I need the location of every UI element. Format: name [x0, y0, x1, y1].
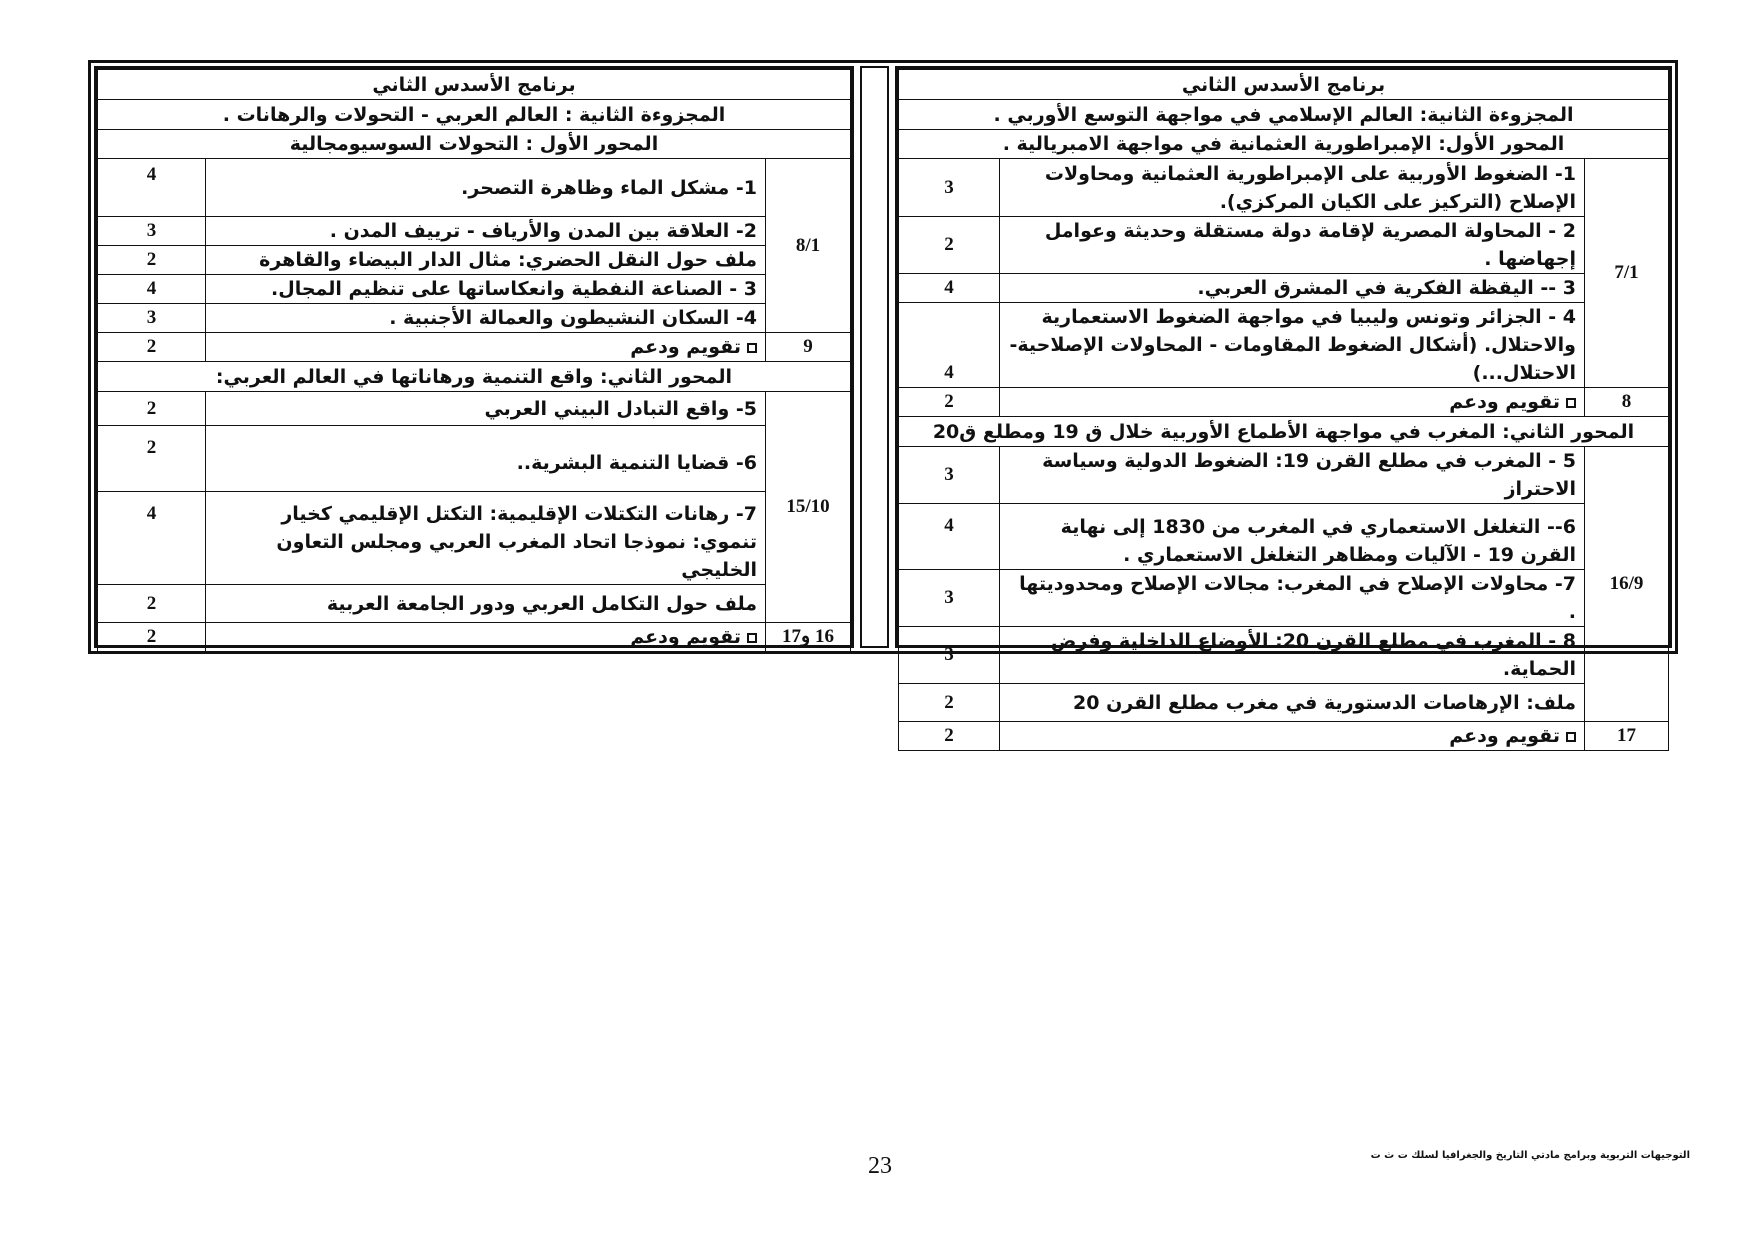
lesson-hours: 3	[899, 159, 1000, 217]
lesson-hours: 2	[98, 392, 206, 426]
lesson-title: 5 - المغرب في مطلع القرن 19: الضغوط الدولية وسياسة الاحتراز	[1000, 447, 1585, 504]
axis-title: المحور الثاني: المغرب في مواجهة الأطماع الأوربية خلال ق 19 ومطلع ق20	[899, 417, 1669, 447]
module-title: المجزوءة الثانية: العالم الإسلامي في مواجهة التوسع الأوربي .	[899, 100, 1669, 130]
lesson-hours: 2	[98, 585, 206, 623]
lesson-title: 2- العلاقة بين المدن والأرياف - ترييف المدن .	[206, 217, 766, 246]
axis-title: المحور الأول: الإمبراطورية العثمانية في مواجهة الامبريالية .	[899, 130, 1669, 159]
program-title: برنامج الأسدس الثاني	[98, 70, 851, 100]
lesson-title: 3 -- اليقظة الفكرية في المشرق العربي.	[1000, 274, 1585, 303]
square-bullet-icon	[747, 633, 757, 643]
lesson-hours: 4	[98, 492, 206, 585]
lesson-title: 5- واقع التبادل البيني العربي	[206, 392, 766, 426]
eval-week: 16 و17	[766, 623, 851, 652]
left-program-table	[97, 69, 851, 652]
center-divider	[860, 66, 889, 648]
week-range: 16/9	[1585, 447, 1669, 722]
lesson-title: 1- الضغوط الأوربية على الإمبراطورية العثمانية ومحاولات الإصلاح (التركيز على الكيان المركزي).	[1000, 159, 1585, 217]
week-range: 7/1	[1585, 159, 1669, 388]
eval-hours: 2	[899, 388, 1000, 417]
lesson-hours: 4	[899, 504, 1000, 570]
eval-week: 9	[766, 333, 851, 362]
axis-title: المحور الثاني: واقع التنمية ورهاناتها في العالم العربي:	[98, 362, 851, 392]
eval-label: تقويم ودعم	[630, 336, 741, 358]
lesson-title: ملف حول النقل الحضري: مثال الدار البيضاء والقاهرة	[206, 246, 766, 275]
week-range: 15/10	[766, 392, 851, 623]
eval-hours: 2	[899, 722, 1000, 751]
lesson-title: ملف حول التكامل العربي ودور الجامعة العربية	[206, 585, 766, 623]
lesson-hours: 4	[899, 303, 1000, 388]
footer-note: التوجيهات التربوية وبرامج مادتي التاريخ والجغرافيا لسلك ت ث ت	[1370, 1150, 1690, 1161]
page-number: 23	[868, 1153, 892, 1179]
week-range: 8/1	[766, 159, 851, 333]
module-title: المجزوءة الثانية : العالم العربي - التحولات والرهانات .	[98, 100, 851, 130]
program-title: برنامج الأسدس الثاني	[899, 70, 1669, 100]
lesson-title: 7- محاولات الإصلاح في المغرب: مجالات الإصلاح ومحدوديتها .	[1000, 570, 1585, 627]
lesson-title: 3 - الصناعة النفطية وانعكاساتها على تنظيم المجال.	[206, 275, 766, 304]
lesson-title: 6-- التغلغل الاستعماري في المغرب من 1830 إلى نهاية القرن 19 - الآليات ومظاهر التغلغل الاستعماري .	[1000, 504, 1585, 570]
right-program-panel	[895, 66, 1672, 747]
lesson-title: 2 - المحاولة المصرية لإقامة دولة مستقلة وحديثة وعوامل إجهاضها .	[1000, 217, 1585, 274]
lesson-hours: 3	[899, 627, 1000, 684]
eval-row	[1000, 722, 1585, 751]
right-program-table	[898, 69, 1669, 751]
eval-week: 17	[1585, 722, 1669, 751]
lesson-title: 7- رهانات التكتلات الإقليمية: التكتل الإقليمي كخيار تنموي: نموذجا اتحاد المغرب العربي ومجلس التعاون الخليجي	[206, 492, 766, 585]
lesson-title: 4 - الجزائر وتونس وليبيا في مواجهة الضغوط الاستعمارية والاحتلال. (أشكال الضغوط المقاومات - المحاولات الإصلاحية- الاحتلال...)	[1000, 303, 1585, 388]
lesson-title: 4- السكان النشيطون والعمالة الأجنبية .	[206, 304, 766, 333]
lesson-title: ملف: الإرهاصات الدستورية في مغرب مطلع القرن 20	[1000, 684, 1585, 722]
left-program-panel	[94, 66, 854, 648]
lesson-hours: 2	[98, 426, 206, 492]
square-bullet-icon	[747, 343, 757, 353]
lesson-title: 1- مشكل الماء وظاهرة التصحر.	[206, 159, 766, 217]
eval-label: تقويم ودعم	[1449, 725, 1560, 747]
square-bullet-icon	[1566, 398, 1576, 408]
eval-row	[206, 333, 766, 362]
eval-hours: 2	[98, 333, 206, 362]
lesson-hours: 3	[899, 570, 1000, 627]
square-bullet-icon	[1566, 732, 1576, 742]
lesson-hours: 2	[899, 217, 1000, 274]
eval-label: تقويم ودعم	[630, 626, 741, 648]
lesson-hours: 4	[899, 274, 1000, 303]
lesson-hours: 3	[98, 304, 206, 333]
lesson-hours: 4	[98, 159, 206, 217]
eval-label: تقويم ودعم	[1449, 391, 1560, 413]
eval-row	[206, 623, 766, 652]
lesson-hours: 3	[899, 447, 1000, 504]
axis-title: المحور الأول : التحولات السوسيومجالية	[98, 130, 851, 159]
eval-row	[1000, 388, 1585, 417]
lesson-title: 6- قضايا التنمية البشرية..	[206, 426, 766, 492]
lesson-title: 8 - المغرب في مطلع القرن 20: الأوضاع الداخلية وفرض الحماية.	[1000, 627, 1585, 684]
lesson-hours: 2	[98, 246, 206, 275]
eval-hours: 2	[98, 623, 206, 652]
eval-week: 8	[1585, 388, 1669, 417]
lesson-hours: 3	[98, 217, 206, 246]
lesson-hours: 4	[98, 275, 206, 304]
lesson-hours: 2	[899, 684, 1000, 722]
